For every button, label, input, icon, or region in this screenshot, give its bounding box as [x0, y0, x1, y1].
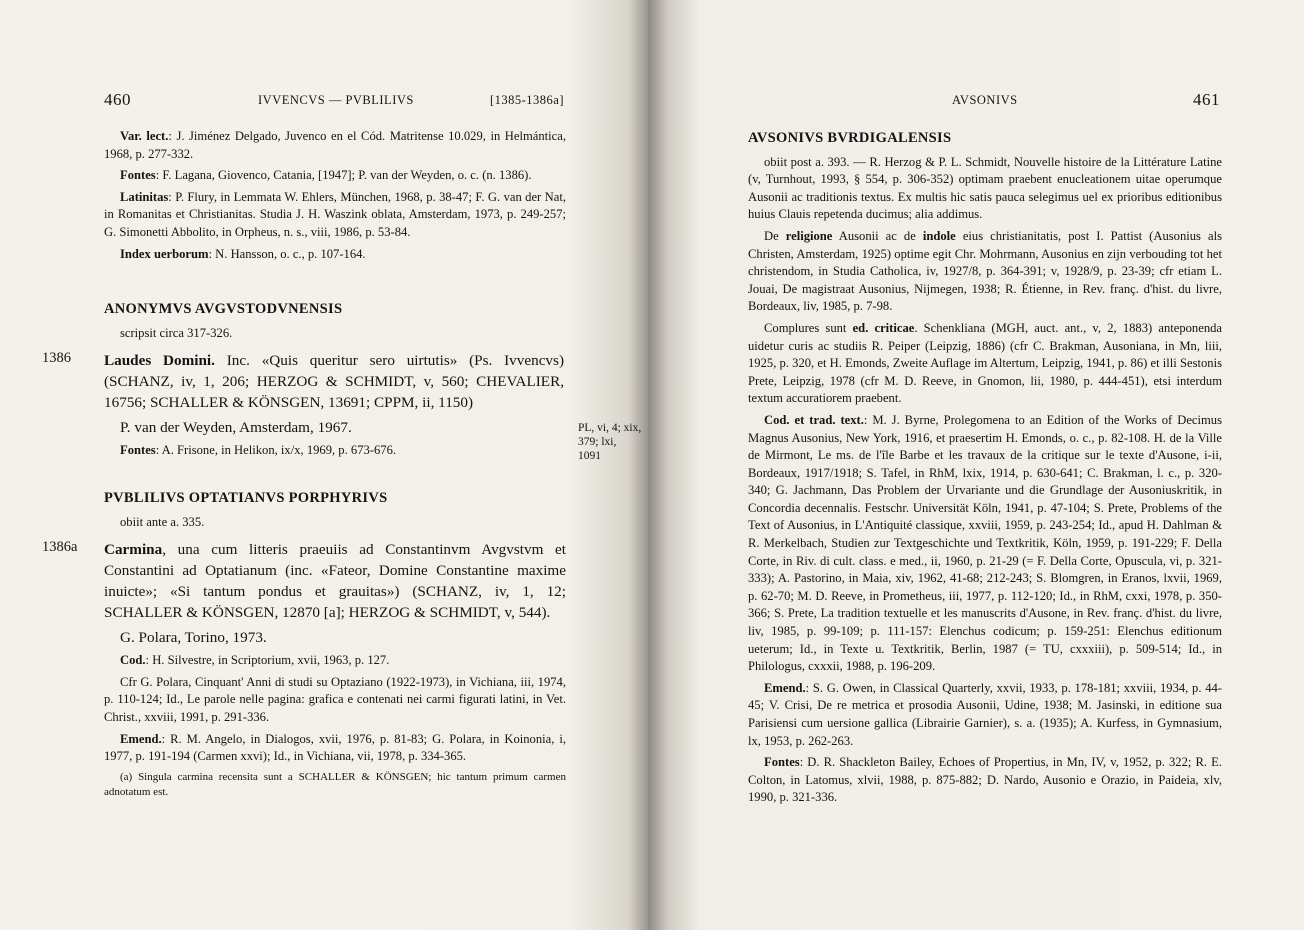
entry-1386-margin-ref: PL, vi, 4; xix, 379; lxi, 1091: [578, 422, 642, 462]
index-para: Index uerborum: N. Hansson, o. c., p. 107-164.: [120, 246, 366, 261]
entry-1386a-title: Carmina: [104, 541, 163, 559]
left-range: [1385-1386a]: [489, 93, 564, 107]
fontes1-para: Fontes: F. Lagana, Giovenco, Catania, [1947]; P. van der Weyden, o. c. (n. 1386).: [120, 168, 532, 183]
religione-text: eius christianitatis, post I. Pattist (Ausonius als Christen, Amsterdam, 1925) optime egit Chr. Mohrmann, Ausonius en zijn verbouding tot het christendom, in Studia Catholica, iv, 1927/8, p. 364-391; v, 1928/9, p. 23-39; cfr etiam L. Jouai, De magistraat Ausonius, Nijmegen, 1938; R. Étienne, in Rev. franç. d'hist. du livre, Bordeaux, liv, 1985, p. 7-98.: [748, 228, 1223, 314]
religione-pre: De: [764, 228, 786, 243]
entry-1386a-text: [104, 539, 566, 623]
left-page-number: 460: [104, 90, 131, 109]
cod-label: Cod.: [120, 653, 146, 668]
cod-trad-para: [748, 412, 1222, 676]
religione-para: [748, 228, 1222, 316]
anonymus-date: scripsit circa 317-326.: [120, 325, 233, 340]
cod-trad-label: Cod. et trad. text.: [764, 412, 864, 427]
section-anonymus-title: ANONYMVS AVGVSTODVNENSIS: [104, 301, 343, 318]
right-emend-label: Emend.: [764, 680, 806, 695]
ausonius-intro: obiit post a. 393. — R. Herzog & P. L. Schmidt, Nouvelle histoire de la Littérature Latine (v, Turnhout, 1993, § 554, p. 306-352) optimam praebent enucleationem uitae operumque Ausonii ac traditionis textus. Ex multis hic satis pauca selegimus uel ex prioribus editionibus huius Clauis repetenda ducimus; alia addimus.: [748, 154, 1222, 222]
varlect-text: J. Jiménez Delgado, Juvenco en el Cód. Matritense 10.029, in Helmántica, 1968, p. 277-332.: [104, 129, 566, 161]
index-text: N. Hansson, o. c., p. 107-164.: [215, 246, 366, 261]
entry-1386a: [42, 539, 566, 648]
fontes1-text: F. Lagana, Giovenco, Catania, [1947]; P. van der Weyden, o. c. (n. 1386).: [162, 168, 532, 183]
fontes2-para: Fontes: A. Frisone, in Helikon, ix/x, 1969, p. 673-676.: [120, 443, 397, 458]
indole-label: indole: [922, 228, 956, 243]
criticae-pre: Complures sunt: [764, 320, 853, 335]
religione-label: religione: [785, 228, 833, 243]
entry-1386a-edition: G. Polara, Torino, 1973.: [120, 629, 267, 647]
footnote: (a) Singula carmina recensita sunt a SCHALLER & KÖNSGEN; hic tantum primum carmen adnotatum est.: [104, 770, 566, 798]
latinitas-text: P. Flury, in Lemmata W. Ehlers, München, 1968, p. 38-47; F. G. van der Nat, in Romanitas et Christianitas. Studia J. H. Waszink oblata, Amsterdam, 1973, p. 249-257; G. Simonetti Abbolito, in Orpheus, n. s., viii, 1986, p. 53-84.: [104, 189, 566, 239]
left-page: [0, 0, 648, 930]
cfr-para: Cfr G. Polara, Cinquant' Anni di studi su Optaziano (1922-1973), in Vichiana, iii, 1974, p. 110-124; Id., Le parole nelle pagina: grafica e contenati nei carmi figurati latini, in Vet. Christ., xxviii, 1991, p. 291-336.: [104, 674, 566, 724]
entry-1386-body: Inc. «Quis queritur sero uirtutis» (Ps. Ivvencvs) (SCHANZ, iv, 1, 206; HERZOG & SCHMIDT, v, 560; CHEVALIER, 16756; SCHALLER & KÖNSGEN, 13691; CPPM, ii, 1150): [104, 352, 564, 412]
religione-mid: Ausonii ac de: [832, 228, 923, 243]
latinitas-para: Latinitas: P. Flury, in Lemmata W. Ehlers, München, 1968, p. 38-47; F. G. van der Nat, in Romanitas et Christianitas. Studia J. H. Waszink oblata, Amsterdam, 1973, p. 249-257; G. Simonetti Abbolito, in Orpheus, n. s., viii, 1986, p. 53-84.: [104, 189, 566, 239]
right-fontes-label: Fontes: [764, 755, 800, 770]
right-fontes-text: : D. R. Shackleton Bailey, Echoes of Propertius, in Mn, IV, v, 1952, p. 322; R. E. Colton, in Latomus, xlvii, 1988, p. 875-882; D. Nardo, Ausonio e Orazio, in Paideia, xlv, 1990, p. 321-336.: [748, 755, 1222, 805]
publilius-date: obiit ante a. 335.: [120, 514, 205, 529]
criticae-text: . Schenkliana (MGH, auct. ant., v, 2, 1883) anteponenda uidetur curis ac studiis R. Peiper (Leipzig, 1886) (cfr C. Brakman, Ausoniana, in Mn, liii, 1925, p. 320, et H. Emonds, Zweite Auflage im Altertum, Leipzig, 1941, p. 86) et illi Sestonis Prete, Leipzig, 1978 (cfr M. D. Reeve, in Gnomon, lii, 1980, p. 444-451), etsi interdum textum accuratiorem praebent.: [748, 320, 1222, 406]
right-column: [748, 130, 1222, 811]
cod-text: H. Silvestre, in Scriptorium, xvii, 1963, p. 127.: [152, 653, 390, 668]
criticae-label: ed. criticae: [852, 320, 915, 335]
entry-1386-text: [104, 350, 564, 413]
right-emend-text: : S. G. Owen, in Classical Quarterly, xxvii, 1933, p. 178-181; xxviii, 1934, p. 44-45; V. Crisi, De re metrica et prosodia Ausonii, Udine, 1938; M. Jasinski, in editione sua Parisiensi cum uersione gallica (Librairie Garnier), s. a. (1935); A. Kurfess, in Gymnasium, lx, 1953, p. 262-263.: [748, 680, 1222, 748]
section-ausonius-title: AVSONIVS BVRDIGALENSIS: [748, 130, 952, 146]
right-page-number: 461: [1193, 90, 1220, 109]
entry-1386a-number: 1386a: [42, 539, 78, 556]
varlect-label: Var. lect.: [120, 129, 169, 143]
fontes2-label: Fontes: [120, 443, 156, 458]
emend-label: Emend.: [120, 731, 162, 746]
emend-text: R. M. Angelo, in Dialogos, xvii, 1976, p. 81-83; G. Polara, in Koinonia, i, 1977, p. 191-194 (Carmen xxvi); Id., in Vichiana, vii, 1978, p. 334-365.: [104, 731, 567, 764]
fontes2-text: A. Frisone, in Helikon, ix/x, 1969, p. 673-676.: [161, 443, 397, 458]
emend-para: Emend.: R. M. Angelo, in Dialogos, xvii, 1976, p. 81-83; G. Polara, in Koinonia, i, 1977, p. 191-194 (Carmen xxvi); Id., in Vichiana, vii, 1978, p. 334-365.: [104, 731, 567, 764]
entry-1386-title: Laudes Domini.: [104, 352, 215, 370]
right-fontes-para: [748, 754, 1222, 807]
criticae-para: [748, 320, 1222, 408]
section-publilius-title: PVBLILIVS OPTATIANVS PORPHYRIVS: [104, 489, 388, 506]
right-emend-para: [748, 680, 1222, 750]
cod-trad-text: : M. J. Byrne, Prolegomena to an Edition of the Works of Decimus Magnus Ausonius, New York, 1916, et praesertim H. Emonds, o. c., p. 82-108. H. de la Ville de Mirmont, Le ms. de l'île Barbe et les travaux de la critique sur le texte d'Ausone, i-ii, Bordeaux, 1917/1918; S. Tafel, in RhM, lxix, 1914, p. 630-641; C. Brakman, l. c., p. 320-340; G. Jachmann, Das Problem der Urvariante und die Grundlage der Ausoniuskritik, in Concordia decennalis. Festschr. Universität Köln, 1941, p. 47-104; S. Prete, Problems of the Text of Ausonius, in L'Antiquité classique, xxviii, 1959, p. 243-254; Id., apud H. Dahlman & R. Merkelbach, Studien zur Textgeschichte und Textkritik, Köln, 1959, p. 191-229; F. Della Corte, in Riv. di cult. class. e med., ii, 1960, p. 21-29 (= F. Della Corte, Opuscula, vi, p. 321-333); A. Pastorino, in Maia, xiv, 1962, 41-68; 212-243; S. Blomgren, in Eranos, lxvii, 1969, p. 62-70; M. D. Reeve, in Prometheus, iii, 1977, p. 112-120; Id., in RhM, cxxi, 1978, p. 350-366; S. Prete, La tradition textuelle et les manuscrits d'Ausone, in Rev. franç. d'hist. du livre, liv, 1985, p. 99-109; p. 111-157: Elenchus codicum; p. 159-251: Elenchus editionum ueterum; Id., in Texte u. Textkritik, Berlin, 1987 (= TU, cxxxiii), p. 509-514; Id., in Philologus, cxxxii, 1988, p. 196-209.: [748, 412, 1222, 674]
entry-1386-number: 1386: [42, 350, 71, 367]
varlect-para: Var. lect.: J. Jiménez Delgado, Juvenco en el Cód. Matritense 10.029, in Helmántica, 1968, p. 277-332.: [104, 129, 566, 161]
left-running-title: IVVENCVS — PVBLILIVS: [258, 93, 414, 107]
index-label: Index uerborum: [120, 246, 209, 261]
fontes1-label: Fontes: [120, 168, 156, 183]
entry-1386-edition: P. van der Weyden, Amsterdam, 1967.: [120, 419, 352, 437]
left-column: [42, 128, 567, 804]
entry-1386: [42, 350, 566, 438]
latinitas-label: Latinitas: [120, 189, 169, 204]
right-page: [648, 0, 1304, 930]
right-running-title: AVSONIVS: [952, 93, 1018, 107]
entry-1386a-body: , una cum litteris praeuiis ad Constantinvm Avgvstvm et Constantini ad Optatianum (inc. «Fateor, Domine Constantine maxime inuicte»; «Si tantum pondus et grauitas») (SCHANZ, iv, 1, 12; SCHALLER & KÖNSGEN, 12870 [a]; HERZOG & SCHMIDT, v, 544).: [104, 541, 566, 622]
cod-para: Cod.: H. Silvestre, in Scriptorium, xvii, 1963, p. 127.: [120, 653, 390, 668]
